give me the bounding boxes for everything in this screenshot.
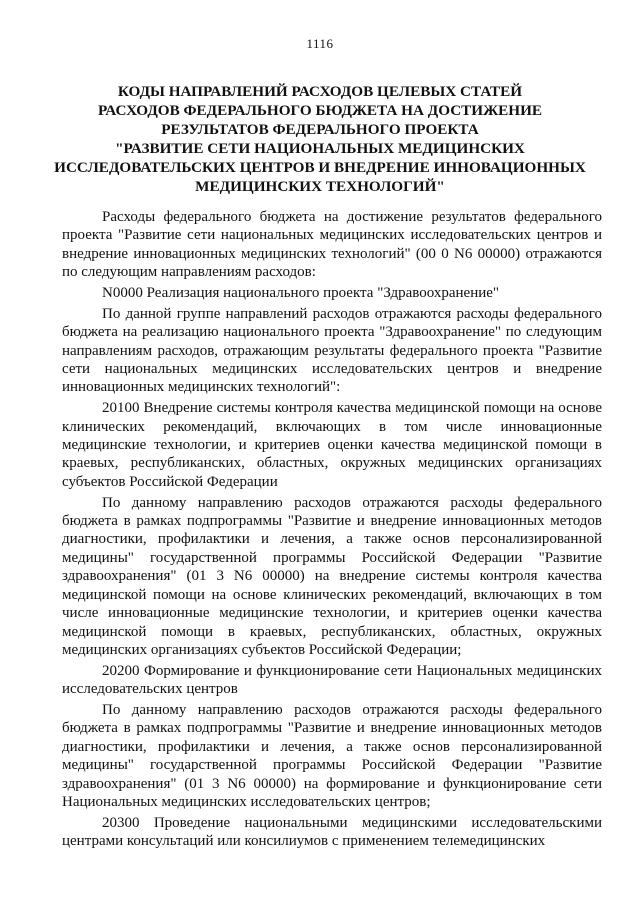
title-line: "РАЗВИТИЕ СЕТИ НАЦИОНАЛЬНЫХ МЕДИЦИНСКИХ: [115, 140, 525, 157]
title-line: ИССЛЕДОВАТЕЛЬСКИХ ЦЕНТРОВ И ВНЕДРЕНИЕ ИННОВАЦИОННЫХ: [54, 159, 586, 176]
expense-direction-heading: 20200 Формирование и функционирование сети Национальных медицинских исследовательских центров: [62, 662, 602, 698]
body-paragraph: По данному направлению расходов отражаются расходы федерального бюджета в рамках подпрограммы "Развитие и внедрение инновационных методов диагностики, профилактики и лечения, а также основ персонализированной медицины" государственной программы Российской Федерации "Развитие здравоохранения" (01 3 N6 00000) на внедрение системы контроля качества медицинской помощи на основе клинических рекомендаций, включающих в том числе инновационные медицинские технологии, и критериев оценки качества медицинской помощи в краевых, республиканских, областных, окружных медицинских организациях субъектов Российской Федерации;: [62, 494, 602, 658]
title-line: МЕДИЦИНСКИХ ТЕХНОЛОГИЙ": [195, 178, 445, 195]
document-body: [62, 208, 602, 853]
expense-direction-heading: N0000 Реализация национального проекта "Здравоохранение": [102, 285, 500, 302]
expense-direction-heading: 20100 Внедрение системы контроля качества медицинской помощи на основе клинических рекомендаций, включающих в том числе инновационные медицинские технологии, и критериев оценки качества медицинской помощи в краевых, республиканских, областных, окружных медицинских организациях субъектов Российской Федерации: [62, 400, 602, 490]
page-number: 1116: [306, 36, 334, 51]
expense-direction-heading: 20300 Проведение национальными медицинскими исследовательскими центрами консультаций или консилиумов с применением телемедицинских: [62, 814, 602, 850]
document-title: [50, 82, 590, 196]
body-paragraph: По данной группе направлений расходов отражаются расходы федерального бюджета на реализацию национального проекта "Здравоохранение" по следующим направлениям расходов, отражающим результаты федерального проекта "Развитие сети национальных медицинских исследовательских центров и внедрение инновационных медицинских технологий":: [62, 305, 602, 396]
title-line: КОДЫ НАПРАВЛЕНИЙ РАСХОДОВ ЦЕЛЕВЫХ СТАТЕЙ: [117, 83, 523, 100]
title-line: РАСХОДОВ ФЕДЕРАЛЬНОГО БЮДЖЕТА НА ДОСТИЖЕНИЕ: [97, 102, 543, 119]
intro-paragraph: Расходы федерального бюджета на достижение результатов федерального проекта "Развитие сети национальных медицинских исследовательских центров и внедрение инновационных медицинских технологий" (00 0 N6 00000) отражаются по следующим направлениям расходов:: [62, 209, 602, 281]
title-line: РЕЗУЛЬТАТОВ ФЕДЕРАЛЬНОГО ПРОЕКТА: [161, 121, 479, 138]
body-paragraph: По данному направлению расходов отражаются расходы федерального бюджета в рамках подпрограммы "Развитие и внедрение инновационных методов диагностики, профилактики и лечения, а также основ персонализированной медицины" государственной программы Российской Федерации "Развитие здравоохранения" (01 3 N6 00000) на формирование и функционирование сети Национальных медицинских исследовательских центров;: [62, 701, 602, 810]
